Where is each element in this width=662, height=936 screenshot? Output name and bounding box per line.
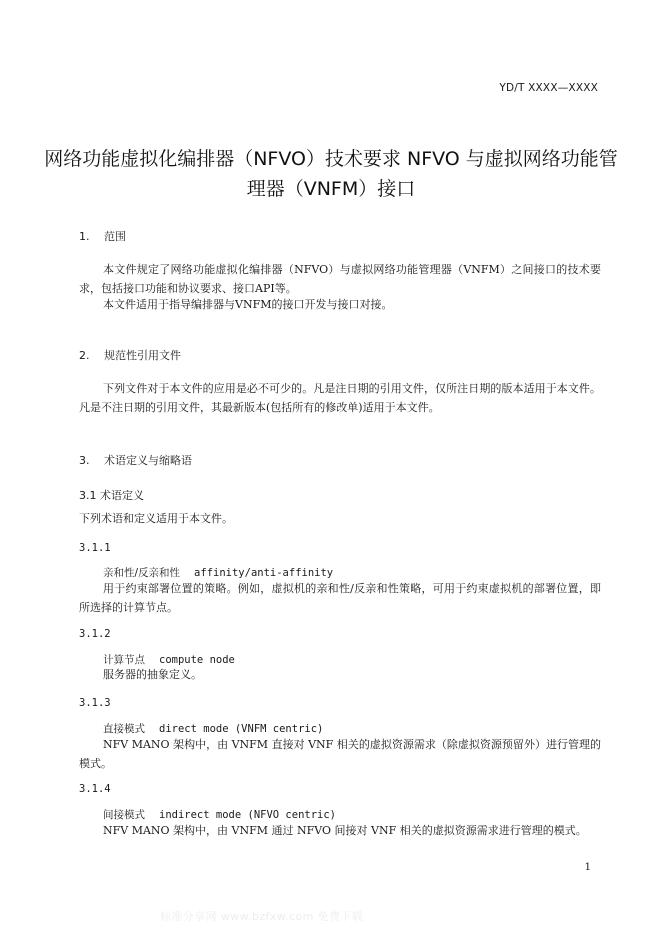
- term-heading: [103, 652, 235, 667]
- page-number: 1: [584, 862, 591, 873]
- title-line-1: 网络功能虚拟化编排器（NFVO）技术要求 NFVO 与虚拟网络功能管: [44, 148, 618, 170]
- section-2-number: 2.: [79, 349, 90, 362]
- document-code: YD/T XXXX—XXXX: [499, 82, 598, 94]
- section-1-heading: [79, 228, 126, 244]
- term-en: affinity/anti-affinity: [194, 567, 334, 579]
- term-en: direct mode (VNFM centric): [159, 723, 324, 735]
- term-number: 3.1.2: [79, 628, 111, 640]
- section-2-paragraph-1: 下列文件对于本文件的应用是必不可少的。凡是注日期的引用文件，仅所注日期的版本适用于本文件。凡是不注日期的引用文件，其最新版本(包括所有的修改单)适用于本文件。: [79, 382, 601, 414]
- section-1-paragraph-2: 本文件适用于指导编排器与VNFM的接口开发与接口对接。: [103, 298, 393, 311]
- term-heading: [103, 721, 323, 736]
- term-definition: 服务器的抽象定义。: [103, 668, 202, 681]
- section-3-title: 术语定义与缩略语: [104, 454, 192, 467]
- section-1-number: 1.: [79, 230, 90, 243]
- term-heading: [103, 565, 333, 580]
- term-definition: NFV MANO 架构中，由 VNFM 通过 NFVO 间接对 VNF 相关的虚拟资源需求进行管理的模式。: [103, 824, 587, 837]
- term-zh: 亲和性/反亲和性: [103, 567, 181, 579]
- term-number: 3.1.3: [79, 697, 111, 709]
- section-1-paragraph-1: 本文件规定了网络功能虚拟化编排器（NFVO）与虚拟网络功能管理器（VNFM）之间接口的技术要求，包括接口功能和协议要求、接口API等。: [79, 263, 601, 295]
- term-definition: 用于约束部署位置的策略。例如，虚拟机的亲和性/反亲和性策略，可用于约束虚拟机的部署位置，即所选择的计算节点。: [79, 582, 601, 614]
- subsection-3-1-intro: 下列术语和定义适用于本文件。: [79, 512, 233, 525]
- term-number: 3.1.4: [79, 783, 111, 795]
- term-zh: 直接模式: [103, 723, 145, 735]
- term-en: compute node: [159, 654, 235, 666]
- title-line-2: 理器（VNFM）接口: [246, 178, 416, 200]
- term-number: 3.1.1: [79, 542, 111, 554]
- subsection-3-1-heading: 3.1 术语定义: [79, 489, 144, 502]
- section-2-heading: [79, 347, 181, 363]
- term-zh: 计算节点: [103, 654, 145, 666]
- term-heading: [103, 807, 336, 822]
- term-definition: NFV MANO 架构中，由 VNFM 直接对 VNF 相关的虚拟资源需求（除虚拟资源预留外）进行管理的模式。: [79, 738, 601, 770]
- document-title: [40, 144, 622, 204]
- term-zh: 间接模式: [103, 809, 145, 821]
- section-2-title: 规范性引用文件: [104, 349, 181, 362]
- section-3-heading: [79, 452, 192, 468]
- section-1-title: 范围: [104, 230, 126, 243]
- section-3-number: 3.: [79, 454, 90, 467]
- term-en: indirect mode (NFVO centric): [159, 809, 337, 821]
- watermark: 标准分享网 www.bzfxw.com 免费下载: [160, 910, 364, 923]
